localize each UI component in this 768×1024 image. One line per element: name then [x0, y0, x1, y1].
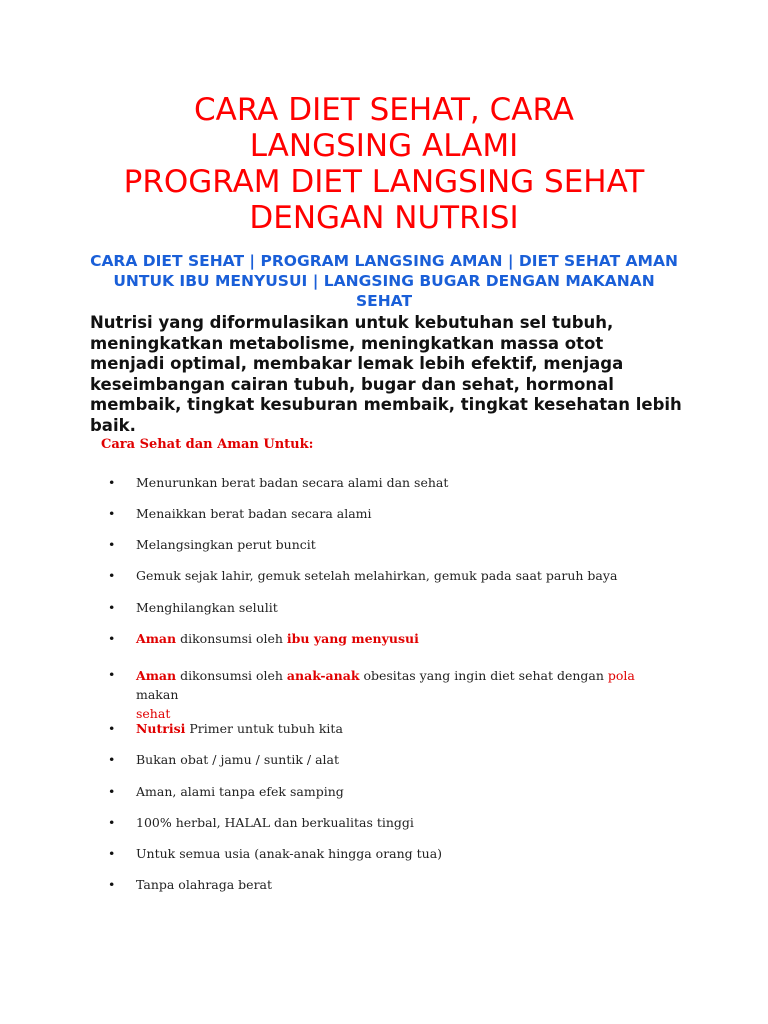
subtitle: CARA DIET SEHAT | PROGRAM LANGSING AMAN | DIET SEHAT AMAN UNTUK IBU MENYUSUI | LANGSING BUGAR DENGAN MAKANAN SEHAT [90, 252, 678, 310]
bullet-icon: • [108, 815, 116, 830]
list-item [108, 474, 668, 492]
list-item-text: Gemuk sejak lahir, gemuk setelah melahirkan, gemuk pada saat paruh baya [136, 568, 618, 583]
title-line-4: DENGAN NUTRISI [249, 200, 519, 236]
pola-highlight: pola [607, 668, 635, 683]
list-item [108, 876, 668, 894]
list-item [108, 845, 668, 863]
bullet-icon: • [108, 784, 116, 799]
list-item-text: Menurunkan berat badan secara alami dan sehat [136, 475, 449, 490]
list-item-text: Melangsingkan perut buncit [136, 537, 316, 552]
page-title [90, 92, 678, 236]
title-line-1: CARA DIET SEHAT, CARA [194, 92, 574, 128]
aman-highlight: Aman [136, 668, 177, 683]
list-item [108, 666, 668, 723]
list-item [108, 505, 668, 523]
list-item-text: Untuk semua usia (anak-anak hingga orang tua) [136, 846, 443, 861]
aman-highlight: Aman [136, 631, 177, 646]
list-item-text-part: dikonsumsi oleh [176, 631, 287, 646]
bullet-icon: • [108, 631, 116, 646]
bullet-icon: • [108, 721, 116, 736]
bullet-icon: • [108, 475, 116, 490]
bullet-icon: • [108, 537, 116, 552]
list-item-text: Menghilangkan selulit [136, 600, 278, 615]
list-item [108, 814, 668, 832]
list-item-text [136, 720, 668, 738]
list-item-text-part: obesitas yang ingin diet sehat dengan [359, 668, 608, 683]
list-item-text-part: makan [136, 687, 179, 702]
anak-anak-highlight: anak-anak [286, 668, 360, 683]
nutrisi-highlight: Nutrisi [136, 721, 186, 736]
bullet-icon: • [108, 752, 116, 767]
list-item [108, 567, 668, 585]
list-item [108, 783, 668, 801]
list-item [108, 751, 668, 769]
bullet-icon: • [108, 667, 116, 682]
bullet-icon: • [108, 846, 116, 861]
intro-paragraph: Nutrisi yang diformulasikan untuk kebutuhan sel tubuh, meningkatkan metabolisme, meningkatkan massa otot menjadi optimal, membakar lemak lebih efektif, menjaga keseimbangan cairan tubuh, bugar dan sehat, hormonal membaik, tingkat kesuburan membaik, tingkat kesehatan lebih baik. [90, 313, 682, 435]
title-line-2: LANGSING ALAMI [249, 128, 519, 164]
list-item-text: Tanpa olahraga berat [136, 877, 273, 892]
bullet-icon: • [108, 877, 116, 892]
bullet-icon: • [108, 600, 116, 615]
list-item [108, 630, 668, 648]
list-item-text: 100% herbal, HALAL dan berkualitas tinggi [136, 815, 414, 830]
list-item-text: Bukan obat / jamu / suntik / alat [136, 752, 340, 767]
list-item-text-part: Primer untuk tubuh kita [185, 721, 343, 736]
list-heading: Cara Sehat dan Aman Untuk: [101, 437, 314, 452]
list-item-text-part: dikonsumsi oleh [176, 668, 287, 683]
ibu-menyusui-highlight: ibu yang menyusui [286, 631, 419, 646]
bullet-icon: • [108, 506, 116, 521]
list-item [108, 599, 668, 617]
list-item-text [136, 666, 668, 723]
list-item [108, 720, 668, 738]
list-item [108, 536, 668, 554]
bullet-icon: • [108, 568, 116, 583]
sehat-highlight: sehat [136, 706, 171, 721]
list-item-text [136, 630, 668, 648]
title-line-3: PROGRAM DIET LANGSING SEHAT [123, 164, 645, 200]
list-item-text: Menaikkan berat badan secara alami [136, 506, 372, 521]
list-item-text: Aman, alami tanpa efek samping [136, 784, 344, 799]
